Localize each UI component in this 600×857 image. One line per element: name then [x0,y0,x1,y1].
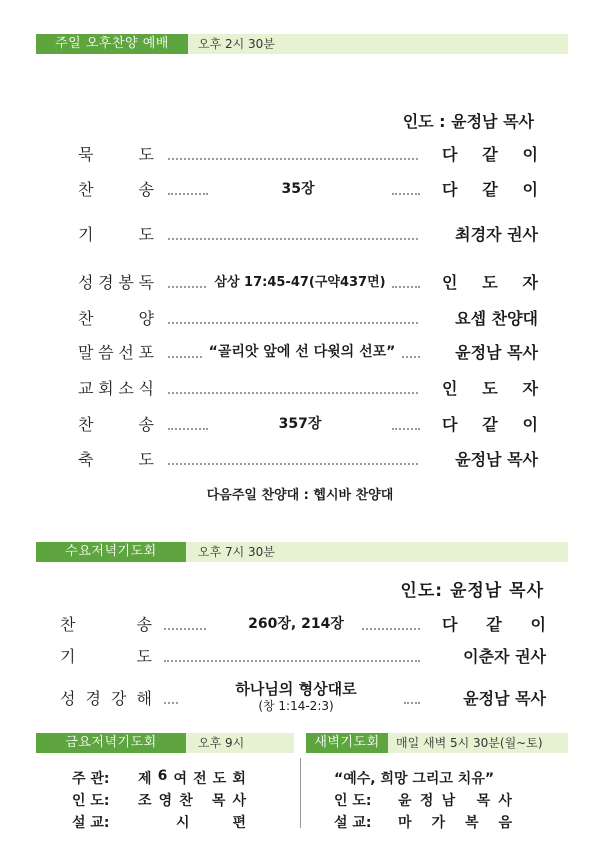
sunday-row-5-value: 요셉 찬양대 [455,309,538,328]
wednesday-row-2-label: 기 도 [60,647,152,666]
sunday-row-9-value: 윤정남 목사 [455,450,538,469]
wednesday-row-3-scripture: (창 1:14-2:3) [258,699,334,713]
wednesday-row-1-label: 찬 송 [60,615,152,634]
wednesday-row-2-value: 이춘자 권사 [463,647,546,666]
sunday-service-label: 주일 오후찬양 예배 [36,34,188,54]
sunday-row-3-leader-dots [168,238,418,240]
wednesday-row-3-value: 윤정남 목사 [463,689,546,708]
friday-sermon-value: 시 편 [176,815,246,831]
sunday-row-1-value: 다 같 이 [442,145,538,164]
wednesday-row-1-dots-right [362,628,420,630]
dawn-sermon-key: 설 교: [334,815,372,831]
dawn-sermon-value: 마 가 복 음 [398,815,512,831]
sunday-row-4-scripture: 삼상 17:45-47(구약437면) [214,275,386,290]
sunday-row-4-dots-right [392,286,420,288]
dawn-service-time: 매일 새벽 5시 30분(월~토) [396,736,543,750]
friday-service-time: 오후 9시 [198,736,245,750]
sunday-row-6-dots-right [402,356,420,358]
sunday-row-8-dots-right [392,428,420,430]
sunday-row-6-label: 말 씀 선 포 [78,343,154,362]
sunday-row-8-dots-left [168,428,208,430]
dawn-series-title: “예수, 희망 그리고 치유” [334,771,495,787]
sunday-row-1-label: 묵 도 [78,145,154,164]
dawn-service-label: 새벽기도회 [306,733,388,753]
sunday-row-2-value: 다 같 이 [442,180,538,199]
friday-service-label: 금요저녁기도회 [36,733,186,753]
dawn-leader-value: 윤 정 남 목 사 [398,793,512,809]
sunday-row-8-label: 찬 송 [78,415,154,434]
sunday-row-8-hymn: 357장 [278,416,322,432]
sunday-row-6-dots-left [168,356,202,358]
sunday-leader: 인도 : 윤정남 목사 [402,112,534,131]
sunday-row-4-dots-left [168,286,206,288]
friday-leader-key: 인 도: [72,793,110,809]
friday-host-key: 주 관: [72,771,110,787]
sunday-row-7-label: 교 회 소 식 [78,379,154,398]
friday-dawn-divider [300,758,301,828]
sunday-row-3-label: 기 도 [78,225,154,244]
dawn-leader-key: 인 도: [334,793,372,809]
sunday-row-2-dots-right [392,193,420,195]
sunday-row-2-dots-left [168,193,208,195]
sunday-row-2-label: 찬 송 [78,180,154,199]
wednesday-service-label: 수요저녁기도회 [36,542,186,562]
wednesday-row-3-dots-left [164,702,178,704]
sunday-row-4-value: 인 도 자 [442,273,538,292]
sunday-row-1-leader-dots [168,158,418,160]
sunday-row-6-sermon-title: “골리앗 앞에 선 다윗의 선포” [208,344,396,360]
sunday-row-8-value: 다 같 이 [442,415,538,434]
sunday-row-5-label: 찬 양 [78,309,154,328]
sunday-row-9-label: 축 도 [78,450,154,469]
wednesday-row-3-label: 성 경 강 해 [60,689,152,708]
wednesday-row-1-value: 다 같 이 [442,615,546,634]
sunday-row-7-leader-dots [168,392,418,394]
wednesday-row-3-sermon-title: 하나님의 형상대로 [235,680,357,698]
wednesday-row-1-hymns: 260장, 214장 [248,616,344,632]
sunday-row-5-leader-dots [168,322,418,324]
sunday-row-6-value: 윤정남 목사 [455,343,538,362]
sunday-row-4-label: 성 경 봉 독 [78,273,154,292]
wednesday-row-2-leader-dots [164,660,420,662]
wednesday-leader: 인도: 윤정남 목사 [400,581,544,601]
next-week-choir-note: 다음주일 찬양대 : 헵시바 찬양대 [206,488,394,503]
sunday-service-time: 오후 2시 30분 [198,37,275,51]
friday-leader-value: 조 영 찬 목 사 [138,793,246,809]
sunday-row-9-leader-dots [168,463,418,465]
sunday-row-2-hymn: 35장 [281,181,315,197]
friday-sermon-key: 설 교: [72,815,110,831]
sunday-row-7-value: 인 도 자 [442,379,538,398]
wednesday-row-1-dots-left [164,628,206,630]
friday-host-value: 제 6 여 전 도 회 [138,768,246,787]
sunday-row-3-value: 최경자 권사 [455,225,538,244]
wednesday-row-3-dots-right [404,702,420,704]
wednesday-service-time: 오후 7시 30분 [198,545,275,559]
